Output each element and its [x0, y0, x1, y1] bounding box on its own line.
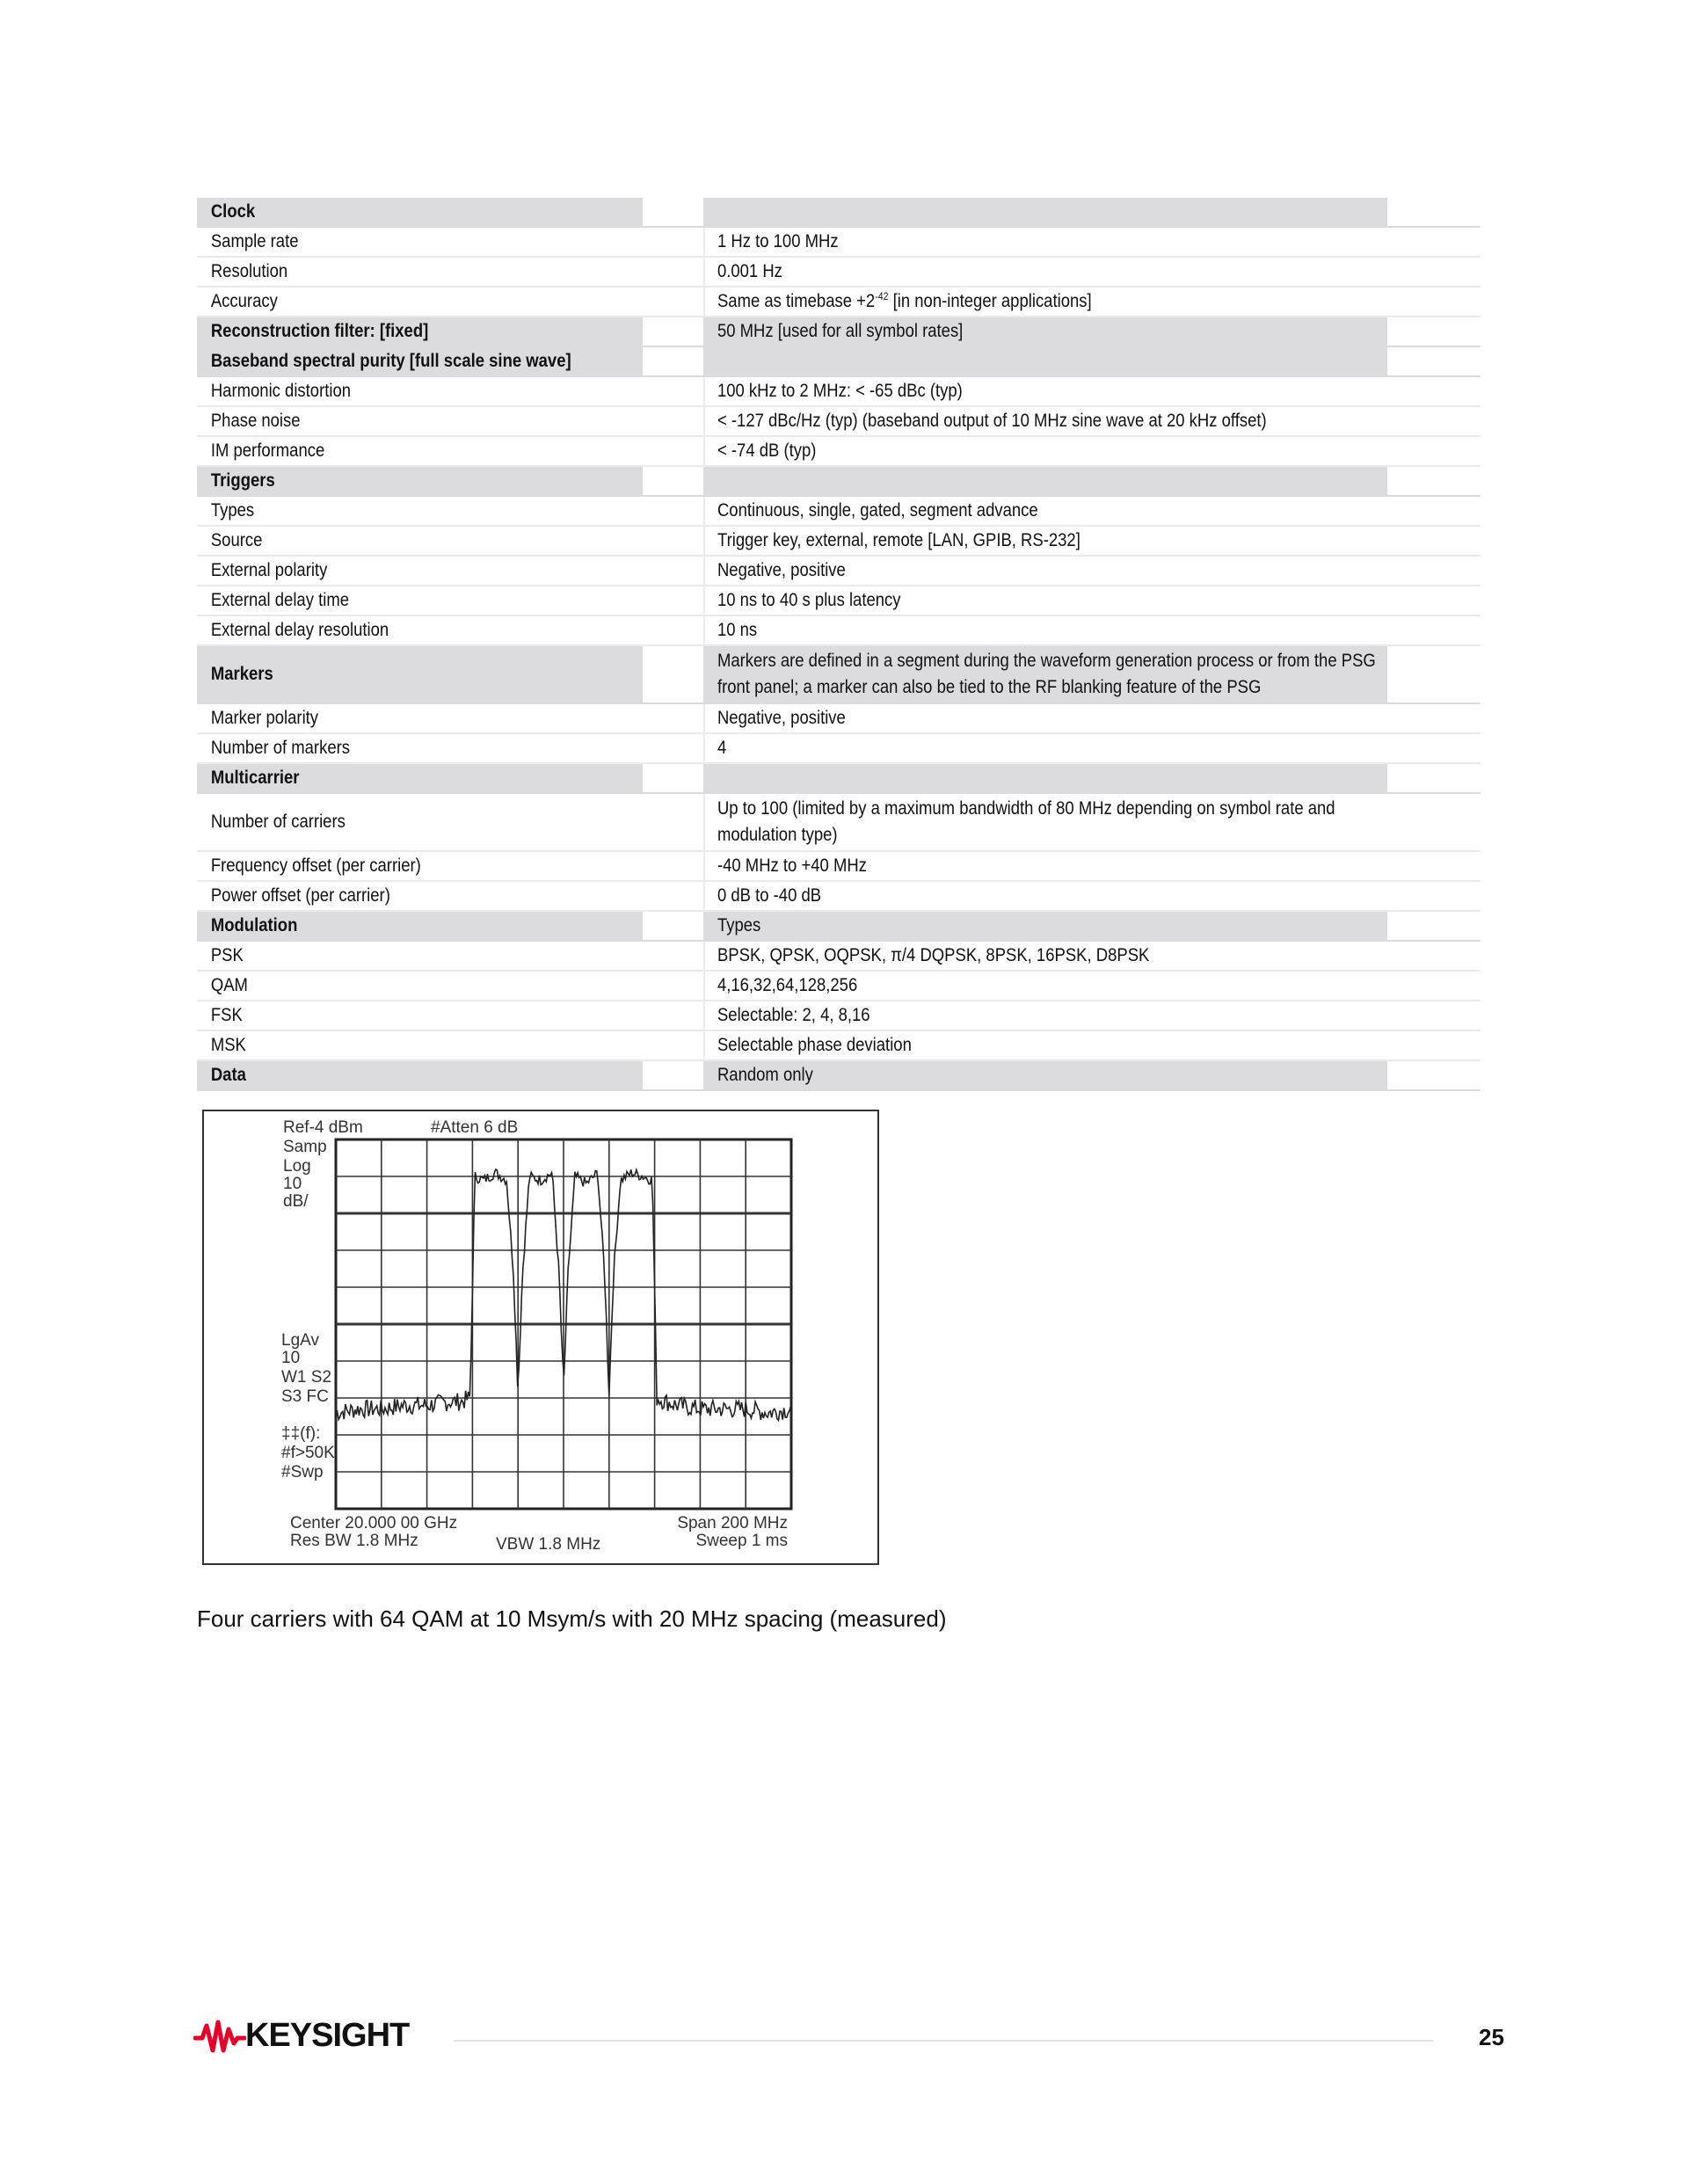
spec-row	[197, 645, 1481, 703]
spec-row	[197, 586, 1481, 615]
w1s2-label: W1 S2	[281, 1368, 332, 1387]
spec-value: Negative, positive	[704, 556, 1387, 586]
spec-label: Modulation	[197, 911, 644, 941]
spectrum-svg	[204, 1111, 877, 1563]
spec-value: Markers are defined in a segment during the waveform generation process or from the PSG front panel; a marker can also be tied to the RF blanking feature of the PSG	[704, 645, 1387, 703]
spec-value: BPSK, QPSK, OQPSK, π/4 DQPSK, 8PSK, 16PSK, D8PSK	[704, 941, 1387, 971]
spec-row	[197, 556, 1481, 586]
spec-value: Selectable phase deviation	[704, 1030, 1387, 1060]
page-number: 25	[1479, 2024, 1504, 2050]
spec-row	[197, 703, 1481, 733]
spec-value: Continuous, single, gated, segment advance	[704, 496, 1387, 526]
spec-label: External delay resolution	[197, 615, 644, 645]
spec-label: FSK	[197, 1001, 644, 1030]
db-div-label: dB/	[283, 1192, 309, 1211]
spec-row	[197, 971, 1481, 1001]
spec-table	[197, 198, 1481, 1091]
spec-label: Triggers	[197, 466, 644, 496]
spec-value: 100 kHz to 2 MHz: < -65 dBc (typ)	[704, 376, 1387, 406]
spec-label: IM performance	[197, 436, 644, 466]
keysight-logo-icon	[193, 2017, 246, 2057]
log-label: Log	[283, 1157, 311, 1176]
lgav-label: LgAv	[281, 1331, 319, 1350]
spec-row	[197, 526, 1481, 556]
spec-value	[704, 466, 1387, 496]
spec-value	[704, 198, 1387, 227]
spec-value-text: [in non-integer applications]	[888, 291, 1092, 311]
spec-row	[197, 1030, 1481, 1060]
spec-row	[197, 466, 1481, 496]
spec-label: Source	[197, 526, 644, 556]
spec-label: Phase noise	[197, 406, 644, 436]
freq-label: #f>50K	[281, 1444, 335, 1462]
spec-label: Resolution	[197, 257, 644, 287]
spec-row	[197, 1060, 1481, 1090]
brand-name: KEYSIGHT	[245, 2017, 410, 2054]
spec-value: 0.001 Hz	[704, 257, 1387, 287]
spec-row	[197, 615, 1481, 645]
scale-label: 10	[283, 1175, 302, 1193]
spec-label: Baseband spectral purity [full scale sine wave]	[197, 346, 644, 376]
spec-value-superscript: -42	[875, 290, 889, 302]
rbw-label: Res BW 1.8 MHz	[290, 1532, 418, 1550]
spec-row	[197, 793, 1481, 851]
avg-count-label: 10	[281, 1349, 301, 1367]
ref-level-label: Ref-4 dBm	[283, 1118, 363, 1137]
spec-value: 0 dB to -40 dB	[704, 881, 1387, 911]
spec-value: 10 ns to 40 s plus latency	[704, 586, 1387, 615]
spec-value: 50 MHz [used for all symbol rates]	[704, 317, 1387, 346]
s3fc-label: S3 FC	[281, 1387, 329, 1406]
spec-value: Types	[704, 911, 1387, 941]
spec-row	[197, 198, 1481, 227]
spec-value: 4	[704, 733, 1387, 763]
spec-row	[197, 227, 1481, 257]
spec-value: Up to 100 (limited by a maximum bandwidth of 80 MHz depending on symbol rate and modulation type)	[704, 793, 1387, 851]
spec-label: Multicarrier	[197, 763, 644, 793]
footer-divider	[454, 2040, 1433, 2042]
spec-label: Data	[197, 1060, 644, 1090]
spec-label: PSK	[197, 941, 644, 971]
spec-value: 10 ns	[704, 615, 1387, 645]
spec-row	[197, 911, 1481, 941]
spec-value: Negative, positive	[704, 703, 1387, 733]
atten-label: #Atten 6 dB	[431, 1118, 519, 1137]
trig-label: ‡‡(f):	[281, 1424, 321, 1443]
spec-label: External polarity	[197, 556, 644, 586]
spec-label: QAM	[197, 971, 644, 1001]
spec-value: -40 MHz to +40 MHz	[704, 851, 1387, 881]
spec-row	[197, 317, 1481, 346]
spec-value: Selectable: 2, 4, 8,16	[704, 1001, 1387, 1030]
spec-row	[197, 733, 1481, 763]
spec-value	[704, 287, 1387, 317]
samp-label: Samp	[283, 1138, 327, 1156]
spec-row	[197, 1001, 1481, 1030]
spec-label: Frequency offset (per carrier)	[197, 851, 644, 881]
spec-label: Clock	[197, 198, 644, 227]
swp-label: #Swp	[281, 1463, 324, 1481]
spec-label: Reconstruction filter: [fixed]	[197, 317, 644, 346]
vbw-label: VBW 1.8 MHz	[496, 1535, 601, 1554]
spec-row	[197, 763, 1481, 793]
spec-row	[197, 881, 1481, 911]
spec-label: Sample rate	[197, 227, 644, 257]
spec-row	[197, 346, 1481, 376]
spec-label: Power offset (per carrier)	[197, 881, 644, 911]
spec-value: Random only	[704, 1060, 1387, 1090]
spec-label: Harmonic distortion	[197, 376, 644, 406]
span-label: Span 200 MHz	[677, 1514, 788, 1532]
spec-value: 4,16,32,64,128,256	[704, 971, 1387, 1001]
figure-caption: Four carriers with 64 QAM at 10 Msym/s with 20 MHz spacing (measured)	[197, 1605, 947, 1632]
spec-row	[197, 287, 1481, 317]
spec-label: Marker polarity	[197, 703, 644, 733]
spec-value: 1 Hz to 100 MHz	[704, 227, 1387, 257]
spec-label: Markers	[197, 645, 644, 703]
spec-row	[197, 941, 1481, 971]
spec-row	[197, 496, 1481, 526]
spec-label: Number of markers	[197, 733, 644, 763]
spec-value	[704, 763, 1387, 793]
spec-value	[704, 346, 1387, 376]
spec-row	[197, 257, 1481, 287]
spec-row	[197, 376, 1481, 406]
spec-label: External delay time	[197, 586, 644, 615]
spec-value: < -74 dB (typ)	[704, 436, 1387, 466]
spec-value: Trigger key, external, remote [LAN, GPIB, RS-232]	[704, 526, 1387, 556]
spec-value: < -127 dBc/Hz (typ) (baseband output of 10 MHz sine wave at 20 kHz offset)	[704, 406, 1387, 436]
spectrum-plot	[202, 1110, 879, 1565]
center-freq-label: Center 20.000 00 GHz	[290, 1514, 458, 1532]
spec-row	[197, 436, 1481, 466]
sweep-label: Sweep 1 ms	[695, 1532, 788, 1550]
spec-label: Number of carriers	[197, 793, 644, 851]
spec-row	[197, 406, 1481, 436]
spec-value-text: Same as timebase +2	[717, 291, 876, 311]
spec-label: MSK	[197, 1030, 644, 1060]
spec-label: Types	[197, 496, 644, 526]
spec-label: Accuracy	[197, 287, 644, 317]
spec-row	[197, 851, 1481, 881]
